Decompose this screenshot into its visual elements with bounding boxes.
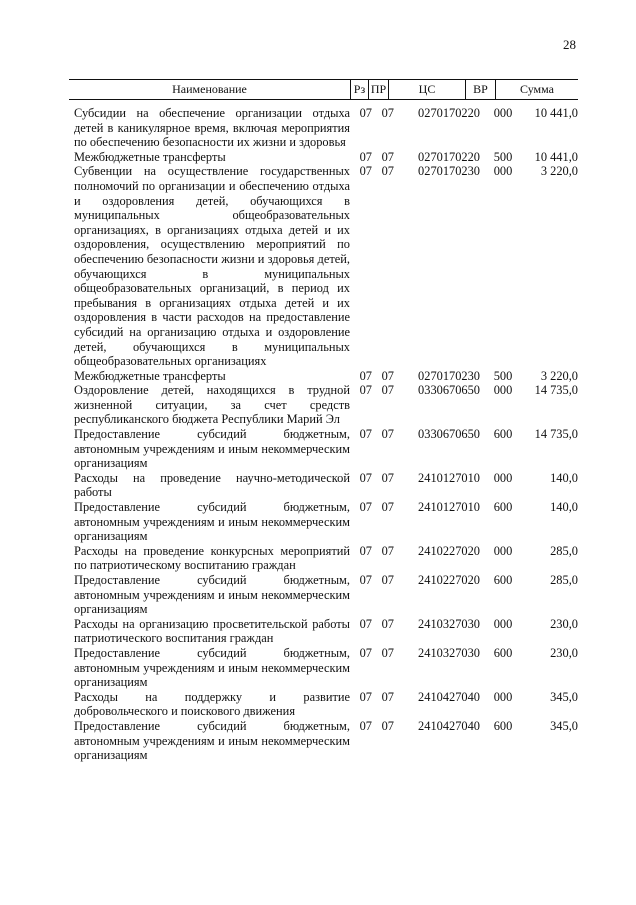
row-pr: 07 — [381, 383, 394, 398]
table-row — [74, 164, 578, 368]
table-row — [74, 544, 578, 573]
row-sum: 3 220,0 — [540, 164, 578, 179]
row-vr: 500 — [493, 149, 513, 164]
row-cs: 0270170220 — [418, 149, 480, 164]
table-row — [74, 690, 578, 719]
row-sum: 230,0 — [550, 616, 578, 631]
row-cs: 2410127010 — [418, 470, 480, 485]
row-sum: 345,0 — [550, 689, 578, 704]
row-rz: 07 — [359, 573, 372, 587]
row-name: Предоставление субсидий бюджетным, автономным учреждениям и иным некоммерческим организациям — [74, 645, 350, 690]
row-rz: 07 — [359, 500, 372, 515]
column-header-cs: ЦС — [389, 80, 466, 99]
row-cs: 2410327030 — [418, 645, 480, 660]
row-vr: 000 — [493, 616, 513, 631]
row-rz: 07 — [359, 149, 372, 164]
row-name: Предоставление субсидий бюджетным, автономным учреждениям и иным некоммерческим организациям — [74, 573, 350, 617]
row-cs: 0270170230 — [418, 164, 480, 179]
row-pr: 07 — [381, 149, 394, 164]
row-rz: 07 — [359, 689, 372, 704]
row-vr: 500 — [493, 368, 513, 383]
row-vr: 600 — [493, 645, 513, 660]
row-cs: 2410427040 — [418, 718, 480, 733]
row-rz: 07 — [359, 645, 372, 660]
column-header-sum: Сумма — [520, 82, 554, 96]
row-vr: 600 — [493, 573, 513, 587]
row-vr: 600 — [493, 718, 513, 733]
row-vr: 000 — [493, 543, 513, 558]
row-sum: 345,0 — [550, 718, 578, 733]
row-rz: 07 — [359, 368, 372, 383]
row-cs: 2410127010 — [418, 500, 480, 515]
row-cs: 2410427040 — [418, 689, 480, 704]
row-cs: 2410327030 — [418, 616, 480, 631]
row-rz: 07 — [359, 470, 372, 485]
row-name: Расходы на организацию просветительской работы патриотического воспитания граждан — [74, 616, 350, 646]
row-cs: 2410227020 — [418, 543, 480, 558]
column-header-rz: Рз — [351, 80, 369, 99]
row-name: Предоставление субсидий бюджетным, автономным учреждениям и иным некоммерческим организациям — [74, 500, 350, 544]
row-pr: 07 — [381, 689, 394, 704]
row-pr: 07 — [381, 470, 394, 485]
table-row — [74, 573, 578, 617]
row-pr: 07 — [381, 427, 394, 442]
table-header — [69, 79, 578, 100]
row-pr: 07 — [381, 164, 394, 179]
row-name: Расходы на поддержку и развитие добровольческого и поискового движения — [74, 689, 350, 719]
row-cs: 0330670650 — [418, 427, 480, 442]
row-name: Предоставление субсидий бюджетным, автономным учреждениям и иным некоммерческим организациям — [74, 427, 350, 471]
row-vr: 000 — [493, 106, 513, 120]
row-name: Межбюджетные трансферты — [74, 368, 226, 383]
row-cs: 0270170230 — [418, 368, 480, 383]
row-sum: 10 441,0 — [534, 149, 578, 164]
page-number: 28 — [563, 37, 576, 52]
row-name: Субвенции на осуществление государственных полномочий по организации и обеспечению отдыха и оздоровления детей, обучающихся в муниципальных общеобразовательных организациях, в организациях отдыха детей и их оздоровления, осуществлению мероприятий по обеспечению безопасности жизни и здоровья детей, обучающихся в муниципальных общеобразовательных организаций, в период их пребывания в организациях отдыха детей и их оздоровления в части расходов на предоставление субсидий на организацию отдыха и оздоровление детей, обучающихся в муниципальных общеобразовательных организациях — [74, 164, 350, 369]
row-sum: 10 441,0 — [534, 106, 578, 120]
row-rz: 07 — [359, 383, 372, 398]
row-sum: 14 735,0 — [534, 383, 578, 398]
row-pr: 07 — [381, 718, 394, 733]
row-name: Межбюджетные трансферты — [74, 149, 226, 164]
row-pr: 07 — [381, 616, 394, 631]
table-row — [74, 150, 578, 165]
table-row — [74, 500, 578, 544]
row-vr: 000 — [493, 164, 513, 179]
row-pr: 07 — [381, 573, 394, 587]
row-name: Субсидии на обеспечение организации отдыха детей в каникулярное время, включая мероприятия по обеспечению безопасности их жизни и здоровья — [74, 106, 350, 150]
row-vr: 600 — [493, 500, 513, 515]
row-sum: 3 220,0 — [540, 368, 578, 383]
table-row — [74, 369, 578, 384]
row-rz: 07 — [359, 427, 372, 442]
row-pr: 07 — [381, 368, 394, 383]
row-sum: 230,0 — [550, 645, 578, 660]
row-pr: 07 — [381, 543, 394, 558]
row-cs: 2410227020 — [418, 573, 480, 587]
row-vr: 000 — [493, 470, 513, 485]
row-vr: 000 — [493, 383, 513, 398]
row-pr: 07 — [381, 500, 394, 515]
row-name: Оздоровление детей, находящихся в трудной жизненной ситуации, за счет средств республиканского бюджета Республики Марий Эл — [74, 383, 350, 427]
table-row — [74, 719, 578, 763]
row-pr: 07 — [381, 645, 394, 660]
table-row — [74, 617, 578, 646]
row-cs: 0330670650 — [418, 383, 480, 398]
row-sum: 285,0 — [550, 543, 578, 558]
row-name: Предоставление субсидий бюджетным, автономным учреждениям и иным некоммерческим организациям — [74, 718, 350, 763]
row-name: Расходы на проведение научно-методической работы — [74, 470, 350, 500]
row-sum: 140,0 — [550, 500, 578, 515]
row-vr: 600 — [493, 427, 513, 442]
column-header-name: Наименование — [69, 80, 351, 99]
row-sum: 14 735,0 — [534, 427, 578, 442]
row-rz: 07 — [359, 543, 372, 558]
row-rz: 07 — [359, 164, 372, 179]
column-header-vr: ВР — [466, 80, 496, 99]
column-header-pr: ПР — [369, 80, 389, 99]
table-row — [74, 471, 578, 500]
table-row — [74, 646, 578, 690]
row-sum: 140,0 — [550, 470, 578, 485]
table-row — [74, 383, 578, 427]
row-rz: 07 — [359, 718, 372, 733]
row-name: Расходы на проведение конкурсных мероприятий по патриотическому воспитанию граждан — [74, 543, 350, 573]
row-cs: 0270170220 — [418, 106, 480, 120]
table-body — [74, 106, 578, 763]
table-row — [74, 427, 578, 471]
row-rz: 07 — [359, 616, 372, 631]
row-pr: 07 — [381, 106, 394, 120]
row-vr: 000 — [493, 689, 513, 704]
table-row — [74, 106, 578, 150]
row-rz: 07 — [359, 106, 372, 120]
row-sum: 285,0 — [550, 573, 578, 587]
